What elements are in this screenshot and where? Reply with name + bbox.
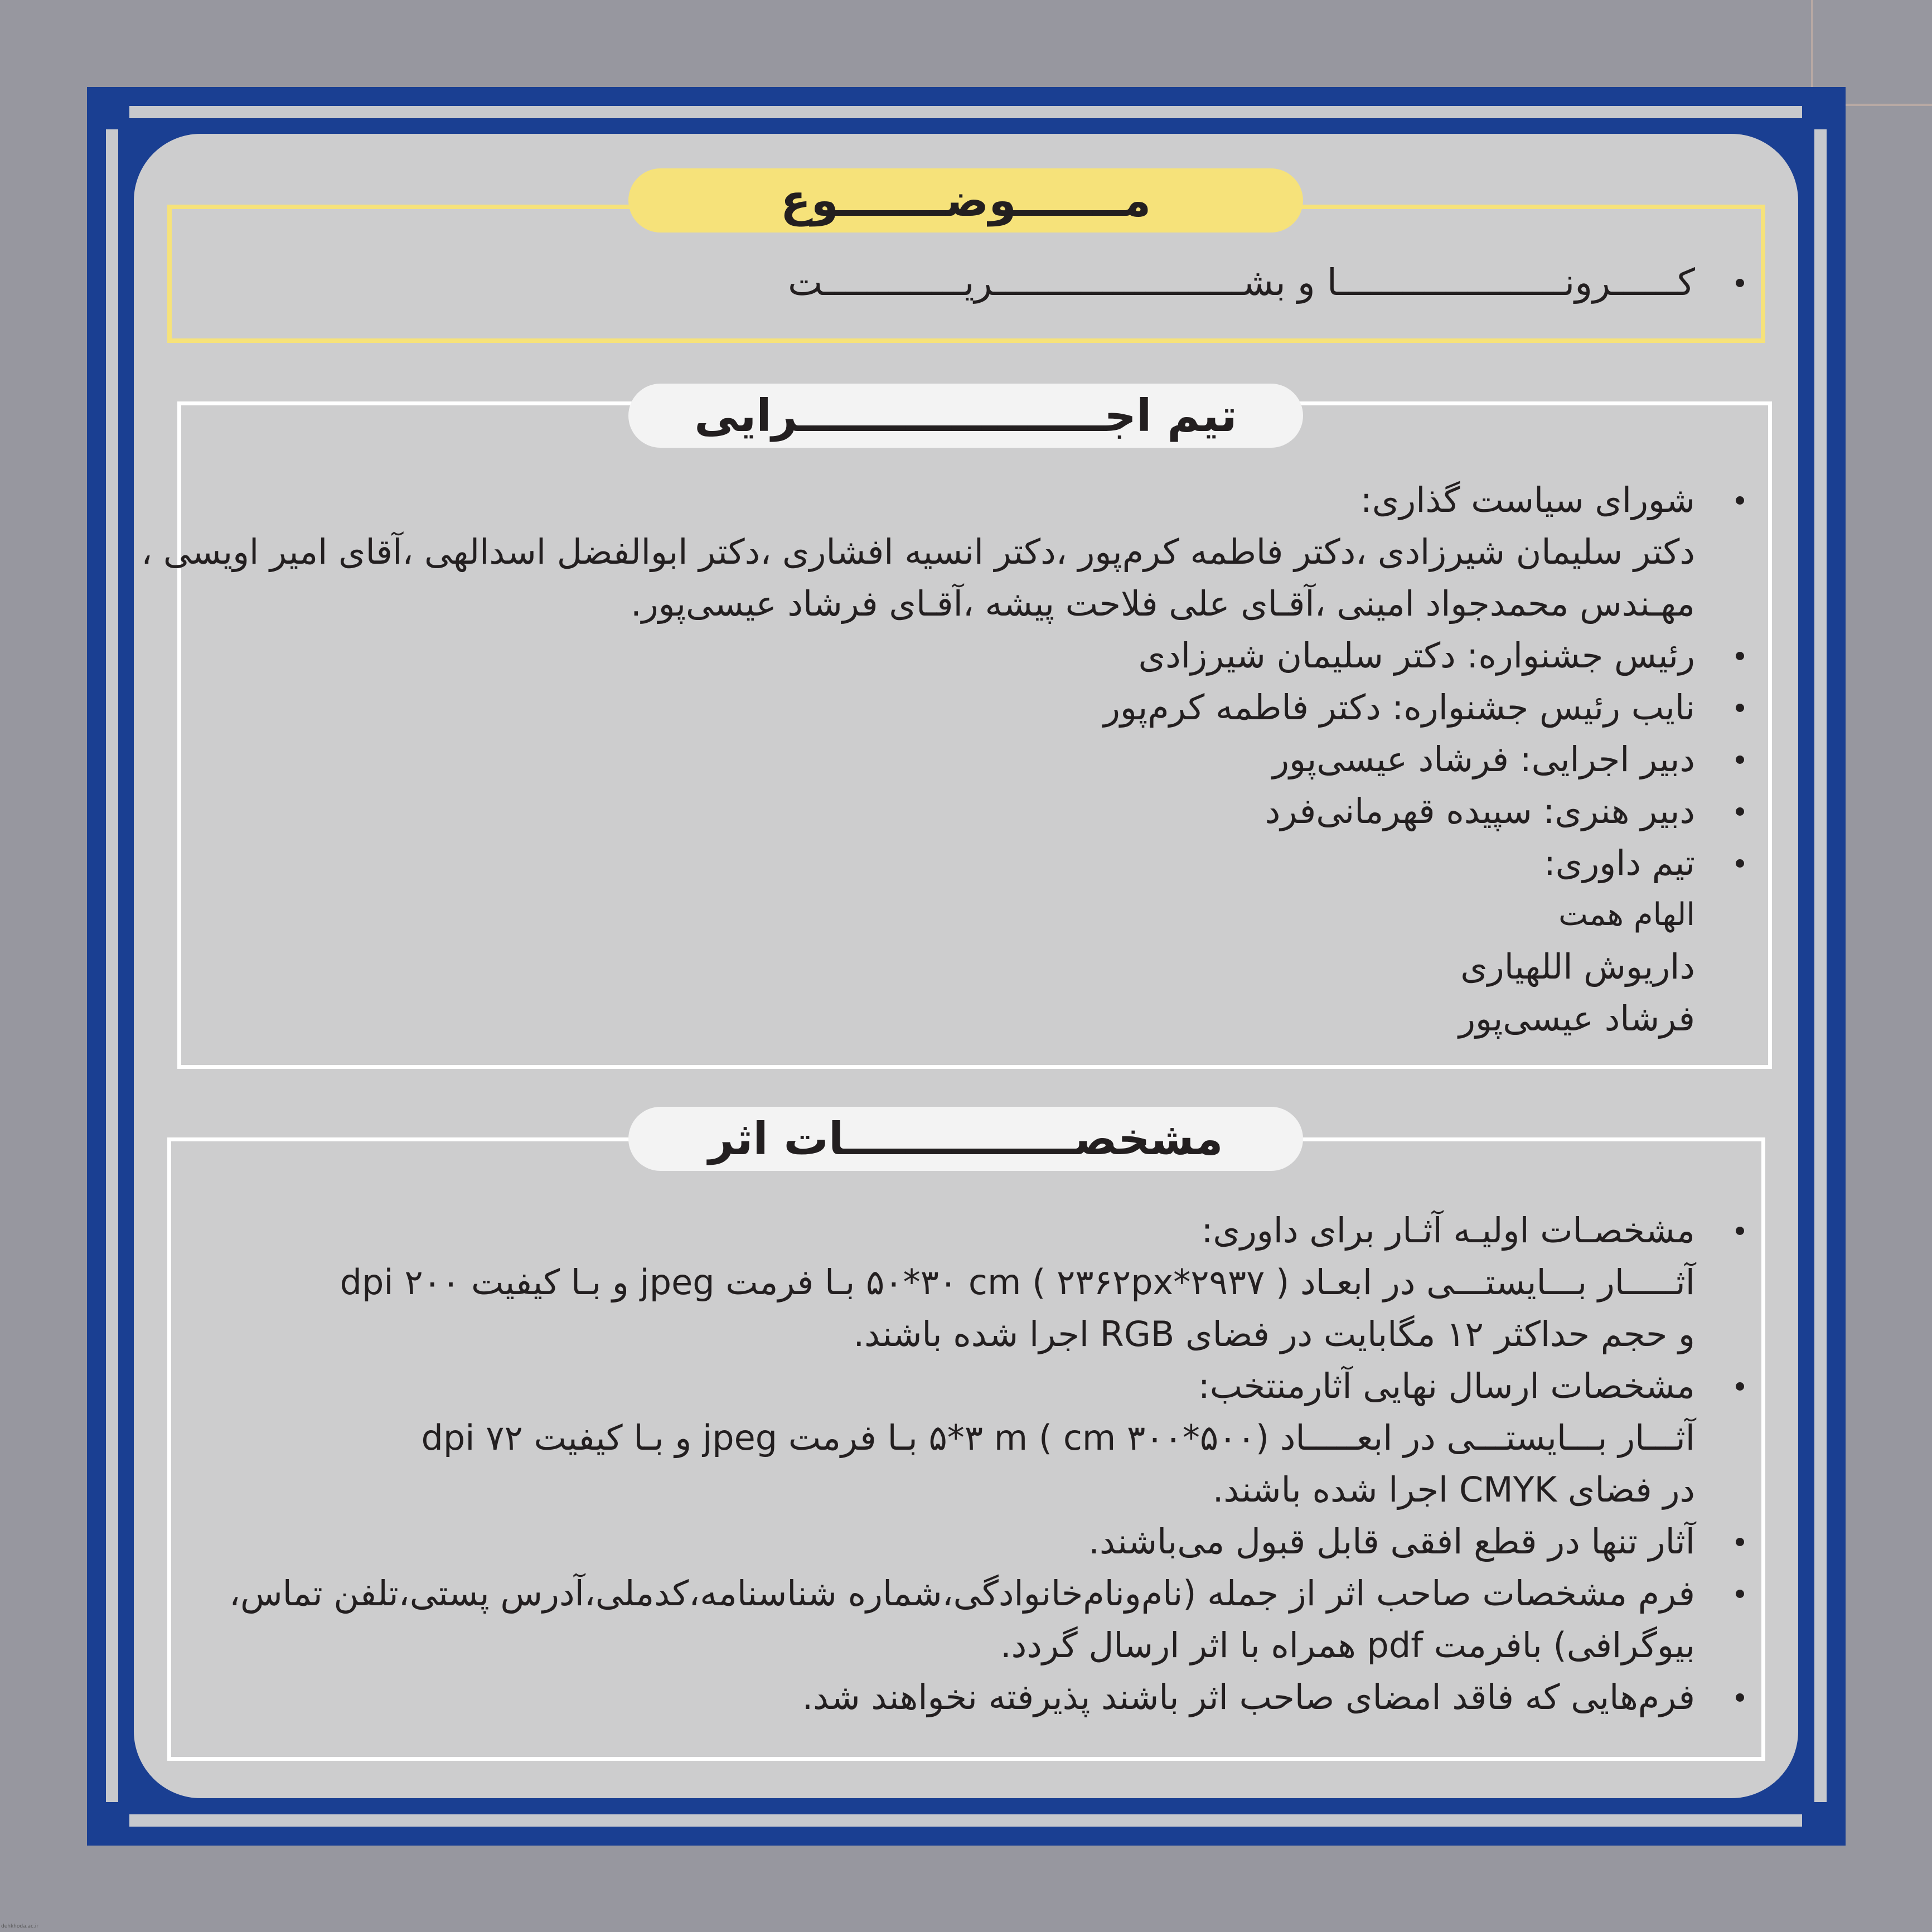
- initial-specs-line1: آثـــــار بـــایستـــی در ابعـاد ( ۲۹۳۷*۲۳۶۲px ) ۵۰*۳۰ cm بـا فرمت jpeg و بـا کیفیت ۲۰۰ dpi: [340, 1262, 1695, 1302]
- footer-credit: dehkhoda.ac.ir: [1, 1924, 38, 1929]
- executive-secretary: دبیر اجرایی: فرشاد عیسی‌پور: [240, 733, 1695, 785]
- specs-title: مشخصـــــــــــــــات اثر: [628, 1107, 1303, 1171]
- topic-item: کــــــرونـــــــــــــــــــــا و بشـــــــــــــــــــــــریـــــــــــــت: [240, 256, 1695, 308]
- final-specs-line2: در فضای CMYK اجرا شده باشند.: [1212, 1469, 1695, 1510]
- initial-specs-line2: و حجم حداکثر ۱۲ مگابایت در فضای RGB اجرا شده باشند.: [853, 1314, 1695, 1354]
- topic-title: مـــــــوضـــــــوع: [628, 168, 1303, 233]
- frame-inner-bar-left: [106, 129, 118, 1802]
- specs-list: [229, 1204, 1695, 1723]
- frame-inner-bar-bottom: [129, 1814, 1802, 1827]
- signature-requirement: فرم‌هایی که فاقد امضای صاحب اثر باشند پذیرفته نخواهند شد.: [240, 1671, 1695, 1723]
- initial-specs-label: مشخصـات اولیـه آثـار برای داوری:: [240, 1204, 1695, 1256]
- final-specs-line1: آثـــار بـــایستـــی در ابعـــــاد (۵۰۰*۳۰۰ cm ) ۵*۳ m بـا فرمت jpeg و بـا کیفیت ۷۲ dpi: [421, 1417, 1695, 1458]
- policy-council-members-line1: دکتر سلیمان شیرزادی ،دکتر فاطمه کرم‌پور ،دکتر انسیه افشاری ،دکتر ابوالفضل اسدالهی ،آقای امیر اویسی ،: [141, 531, 1695, 572]
- horizontal-format-note: آثار تنها در قطع افقی قابل قبول می‌باشند.: [240, 1515, 1695, 1567]
- final-specs-label: مشخصات ارسال نهایی آثارمنتخب:: [240, 1360, 1695, 1412]
- topic-list: [240, 256, 1695, 308]
- jury-member: داریوش اللهیاری: [1460, 946, 1695, 987]
- art-secretary: دبیر هنری: سپیده قهرمانی‌فرد: [240, 785, 1695, 837]
- jury-member: فرشاد عیسی‌پور: [1459, 998, 1695, 1039]
- policy-council-label: شورای سیاست گذاری:: [240, 474, 1695, 526]
- frame-inner-bar-top: [129, 106, 1802, 118]
- policy-council-members-line2: مهـندس محمدجواد امینی ،آقـای علی فلاحت پیشه ،آقـای فرشاد عیسی‌پور.: [631, 583, 1695, 624]
- jury-member: الهام همت: [1558, 897, 1695, 933]
- owner-form-line1: فرم مشخصات صاحب اثر از جمله (نام‌ونام‌خانوادگی،شماره شناسنامه،کدملی،آدرس پستی،تلفن تماس،: [240, 1567, 1695, 1619]
- frame-inner-bar-right: [1814, 129, 1827, 1802]
- owner-form-line2: بیوگرافی) بافرمت pdf همراه با اثر ارسال گردد.: [1000, 1625, 1695, 1665]
- jury-label: تیم داوری:: [240, 837, 1695, 889]
- team-list: [141, 474, 1695, 1044]
- festival-president: رئیس جشنواره: دکتر سلیمان شیرزادی: [240, 630, 1695, 681]
- festival-vice-president: نایب رئیس جشنواره: دکتر فاطمه کرم‌پور: [240, 681, 1695, 733]
- team-title: تیم اجــــــــــــــــــــرایی: [628, 384, 1303, 448]
